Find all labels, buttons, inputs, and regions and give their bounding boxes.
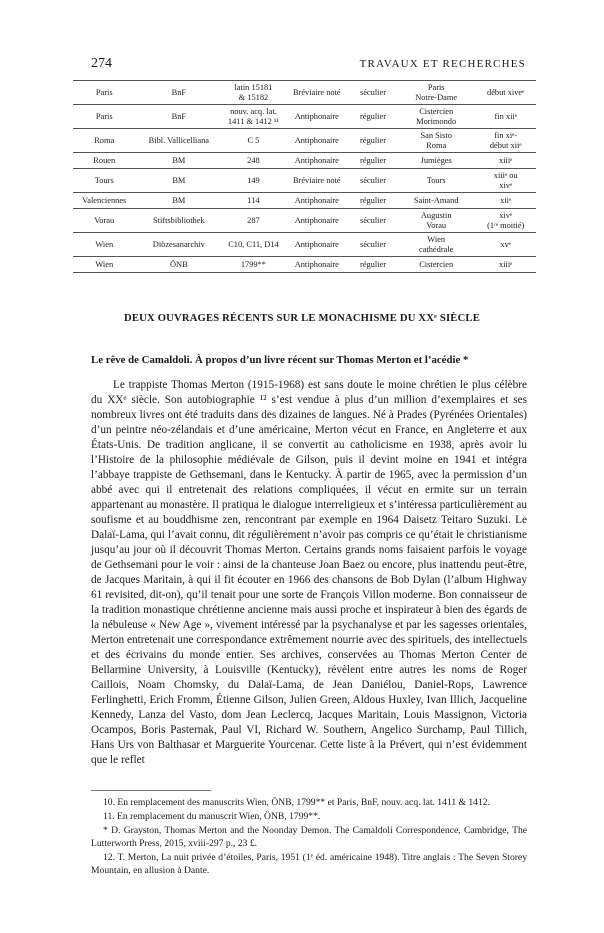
table-cell: séculier [349,81,397,105]
table-cell: Wien [73,233,135,257]
table-cell: régulier [349,193,397,209]
table-cell: nouv. acq. lat. 1411 & 1412 ¹¹ [222,105,284,129]
body-paragraph: Le trappiste Thomas Merton (1915-1968) est sans doute le moine chrétien le plus célèbre du XXᵉ siècle. Son autobiographie ¹² s’est vendue à plus d’un million d’exemplaires et ses nombreux livres ont été traduits dans des dizaines de langues. Né à Prades (Pyrénées Orientales) d’un peintre néo-zélandais et d’une américaine, Merton vécut en France, en Angleterre et aux États-Unis. De tradition anglicane, il se convertit au catholicisme en 1938, après avoir lu l’Histoire de la philosophie médiévale de Gilson, puis il devint moine en 1941 et intégra l’abbaye trappiste de Gethsemani, dans le Kentucky. À partir de 1965, avec la permission d’un abbé avec qui il entretenait des relations compliquées, il vécut en ermite sur un terrain appartenant au monastère. Il pratiqua le dialogue interreligieux et s’intéressa particulièrement au soufisme et au bouddhisme zen, rencontrant par exemple en 1964 Daisetz Teitaro Suzuki. Le Dalaï-Lama, qui l’avait connu, dit régulièrement n’avoir pas compris ce qu’était le christianisme jusqu’au jour où il découvrit Thomas Merton. Certains grands noms faisaient parfois le voyage de Gethsemani pour le voir : ainsi de la chanteuse Joan Baez ou encore, plus inattendu peut-être, de Jacques Maritain, à qui il fit écouter en 1966 des chansons de Bob Dylan (l’album Highway 61 revisited, dit-on), qu’il tenait pour une sorte de François Villon moderne. Bon connaisseur de la tradition monastique chrétienne ancienne mais aussi proche et inspirateur à bien des égards de la nébuleuse « New Age », vivement intéressé par la psychanalyse et par les sagesses orientales, Merton entretenait une correspondance extrêmement nourrie avec des spirituels, des intellectuels et des écrivains du monde entier. Ses archives, conservées au Thomas Merton Center de Bellarmine University, à Louisville (Kentucky), révèlent entre autres les noms de Roger Caillois, Noam Chomsky, du Dalaï-Lama, de Jean Daniélou, Daniel-Rops, Lawrence Ferlinghetti, Erich Fromm, Étienne Gilson, Julien Green, Aldous Huxley, Ivan Illich, Jacqueline Kennedy, Lanza del Vasto, dom Jean Leclercq, Jacques Maritain, Louis Massignon, Victoria Ocampos, Boris Pasternak, Paul VI, Richard W. Southern, Angelico Surchamp, Paul Tillich, Hans Urs von Balthasar et Marguerite Yourcenar. Cette liste à la Prévert, qui n’est évidemment que le reflet [91,379,527,766]
table-cell: Cistercien [397,257,475,273]
table-row [73,105,536,129]
table-cell: xiiiᵉ ou xivᵉ [475,169,536,193]
footnote: 12. T. Merton, La nuit privée d’étoiles, Paris, 1951 (1ᵉ éd. américaine 1948). Titre anglais : The Seven Storey Mountain, en allusion à Dante. [91,852,527,876]
table-cell: Stiftsbibliothek [135,209,222,233]
table-cell: ÖNB [135,257,222,273]
table-row [73,233,536,257]
table-cell: Jumièges [397,153,475,169]
footnote-rule [91,790,211,791]
table-row [73,169,536,193]
table-row [73,81,536,105]
table-cell: Wien [73,257,135,273]
table-cell: Antiphonaire [285,257,349,273]
table-cell: fin xiiᵉ [475,105,536,129]
table-cell: latin 15181 & 15182 [222,81,284,105]
table-cell: Antiphonaire [285,233,349,257]
table-cell: Wien cathédrale [397,233,475,257]
table-cell: BM [135,153,222,169]
table-cell: BM [135,169,222,193]
table-cell: 287 [222,209,284,233]
table-cell: C10, C11, D14 [222,233,284,257]
table-cell: régulier [349,129,397,153]
table-cell: Antiphonaire [285,193,349,209]
table-cell: Valenciennes [73,193,135,209]
table-row [73,153,536,169]
table-row [73,257,536,273]
table-cell: Vorau [73,209,135,233]
article-title: Le rêve de Camaldoli. À propos d’un livre récent sur Thomas Merton et l’acédie * [91,354,469,366]
table-cell: régulier [349,153,397,169]
footnote: 11. En remplacement du manuscrit Wien, ÖNB, 1799**. [103,811,321,822]
table-cell: BnF [135,81,222,105]
table-row [73,209,536,233]
table-cell: 114 [222,193,284,209]
table-cell: xiiᵉ [475,193,536,209]
table-cell: Rouen [73,153,135,169]
table-cell: BM [135,193,222,209]
table-cell: régulier [349,257,397,273]
table-cell: 149 [222,169,284,193]
page-number: 274 [91,56,112,71]
table-cell: Antiphonaire [285,105,349,129]
table-row [73,193,536,209]
table-cell: Tours [73,169,135,193]
table-cell: xivᵉ (1ʳᵉ moitié) [475,209,536,233]
footnote: * D. Grayston, Thomas Merton and the Noonday Demon. The Camaldoli Correspondence, Cambridge, The Lutterworth Press, 2015, xviii-297 p., 23 £. [91,825,527,849]
table-cell: Paris [73,105,135,129]
table-cell: séculier [349,169,397,193]
table-cell: Bréviaire noté [285,81,349,105]
table-cell: début xiveᵉ [475,81,536,105]
table-cell: séculier [349,233,397,257]
table-cell: Paris [73,81,135,105]
table-cell: Cistercien Morimondo [397,105,475,129]
table-cell: fin xiᵉ- début xiiᵉ [475,129,536,153]
table-cell: Antiphonaire [285,153,349,169]
table-cell: Antiphonaire [285,209,349,233]
table-cell: Roma [73,129,135,153]
table-cell: Diözesanarchiv [135,233,222,257]
footnotes [91,796,527,878]
table-cell: régulier [349,105,397,129]
table-cell: Saint-Amand [397,193,475,209]
table-cell: xiiiᵉ [475,153,536,169]
footnote: 10. En remplacement des manuscrits Wien, ÖNB, 1799** et Paris, BnF, nouv. acq. lat. 1411 & 1412. [103,797,490,808]
table-cell: Augustin Vorau [397,209,475,233]
table-cell: séculier [349,209,397,233]
table-cell: 248 [222,153,284,169]
table-cell: Bréviaire noté [285,169,349,193]
running-head: TRAVAUX ET RECHERCHES [359,58,526,70]
table-cell: BnF [135,105,222,129]
table-cell: Tours [397,169,475,193]
table-cell: Antiphonaire [285,129,349,153]
table-cell: xvᵉ [475,233,536,257]
table-cell: C 5 [222,129,284,153]
manuscripts-table [73,80,536,273]
table-cell: xiiiᵉ [475,257,536,273]
table-cell: 1799** [222,257,284,273]
table-cell: Bibl. Vallicelliana [135,129,222,153]
table-row [73,129,536,153]
table-cell: Paris Notre-Dame [397,81,475,105]
section-title: DEUX OUVRAGES RÉCENTS SUR LE MONACHISME DU XXᵉ SIÈCLE [124,313,480,324]
table-cell: San Sisto Roma [397,129,475,153]
